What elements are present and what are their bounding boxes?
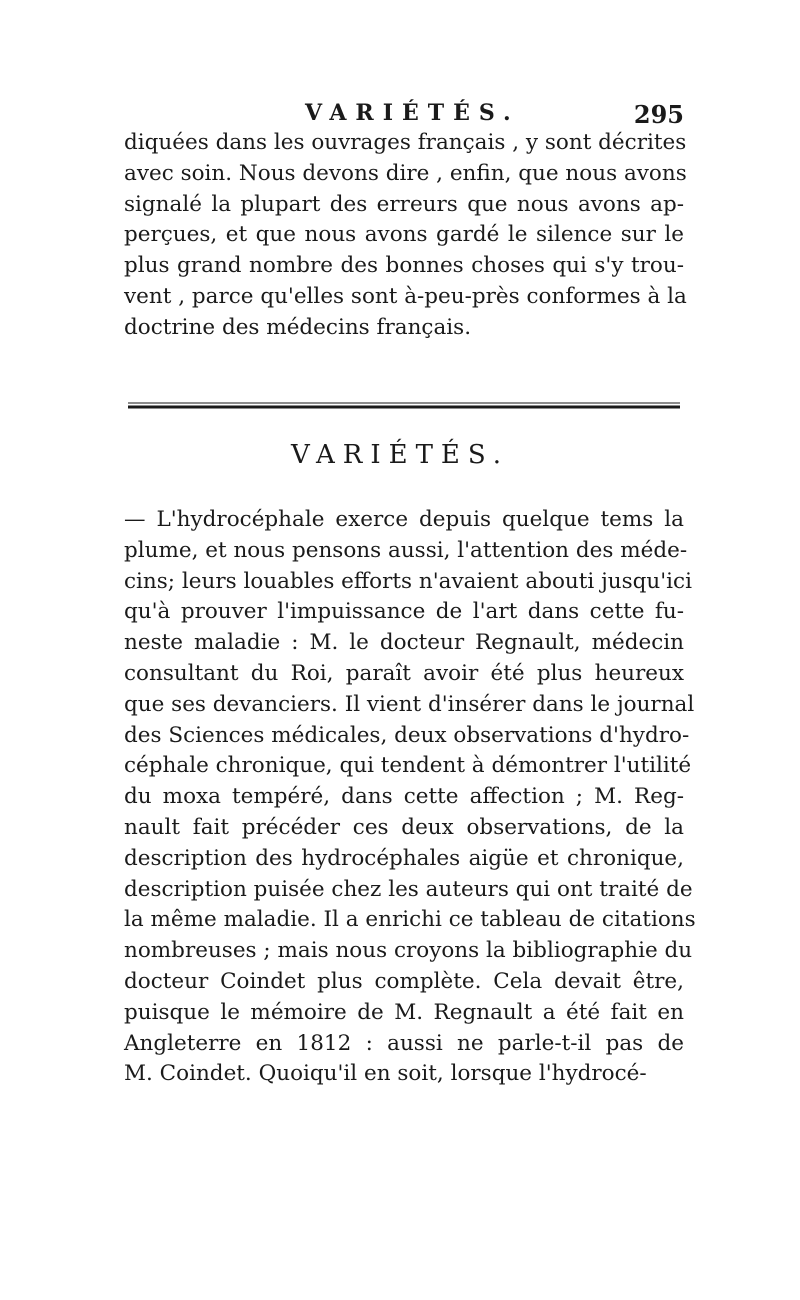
text-line: description puisée chez les auteurs qui ont traité de: [124, 876, 693, 902]
section-title: VARIÉTÉS.: [290, 440, 510, 470]
text-line: cins; leurs louables efforts n'avaient abouti jusqu'ici: [124, 568, 692, 594]
text-line: que ses devanciers. Il vient d'insérer dans le journal: [124, 691, 695, 717]
text-line: doctrine des médecins français.: [124, 314, 472, 340]
text-line: docteur Coindet plus complète. Cela devait être,: [124, 968, 684, 994]
text-line: qu'à prouver l'impuissance de l'art dans cette fu-: [124, 599, 684, 625]
text-line: diquées dans les ouvrages français , y sont décrites: [124, 130, 687, 155]
text-line: plume, et nous pensons aussi, l'attention des méde-: [124, 537, 688, 563]
text-line: perçues, et que nous avons gardé le silence sur le: [124, 222, 684, 248]
text-line: avec soin. Nous devons dire , enfin, que nous avons: [124, 160, 687, 186]
section-divider: [128, 400, 680, 412]
main-paragraph: [124, 505, 696, 1090]
top-paragraph: [124, 128, 687, 344]
text-line: plus grand nombre des bonnes choses qui s'y trou-: [124, 253, 684, 279]
text-line: Angleterre en 1812 : aussi ne parle-t-il pas de: [124, 1030, 684, 1056]
text-line: consultant du Roi, paraît avoir été plus heureux: [124, 660, 684, 686]
text-line: vent , parce qu'elles sont à-peu-près conformes à la: [124, 283, 687, 309]
running-title: VARIÉTÉS.: [305, 100, 520, 126]
text-line: signalé la plupart des erreurs que nous avons ap-: [124, 191, 684, 217]
text-line: puisque le mémoire de M. Regnault a été fait en: [124, 999, 684, 1025]
page-number: 295: [633, 100, 684, 129]
text-line: — L'hydrocéphale exerce depuis quelque tems la: [124, 507, 684, 532]
text-line: neste maladie : M. le docteur Regnault, médecin: [124, 630, 684, 656]
text-line: du moxa tempéré, dans cette affection ; M. Reg-: [124, 784, 684, 810]
text-line: nault fait précéder ces deux observations, de la: [124, 814, 684, 840]
text-line: nombreuses ; mais nous croyons la bibliographie du: [124, 938, 693, 964]
text-line: la même maladie. Il a enrichi ce tableau de citations: [124, 907, 696, 933]
text-line: céphale chronique, qui tendent à démontrer l'utilité: [124, 753, 692, 779]
text-line: description des hydrocéphales aigüe et chronique,: [124, 845, 684, 871]
text-line: des Sciences médicales, deux observations d'hydro-: [124, 722, 690, 748]
text-line: M. Coindet. Quoiqu'il en soit, lorsque l'hydrocé-: [124, 1061, 647, 1087]
